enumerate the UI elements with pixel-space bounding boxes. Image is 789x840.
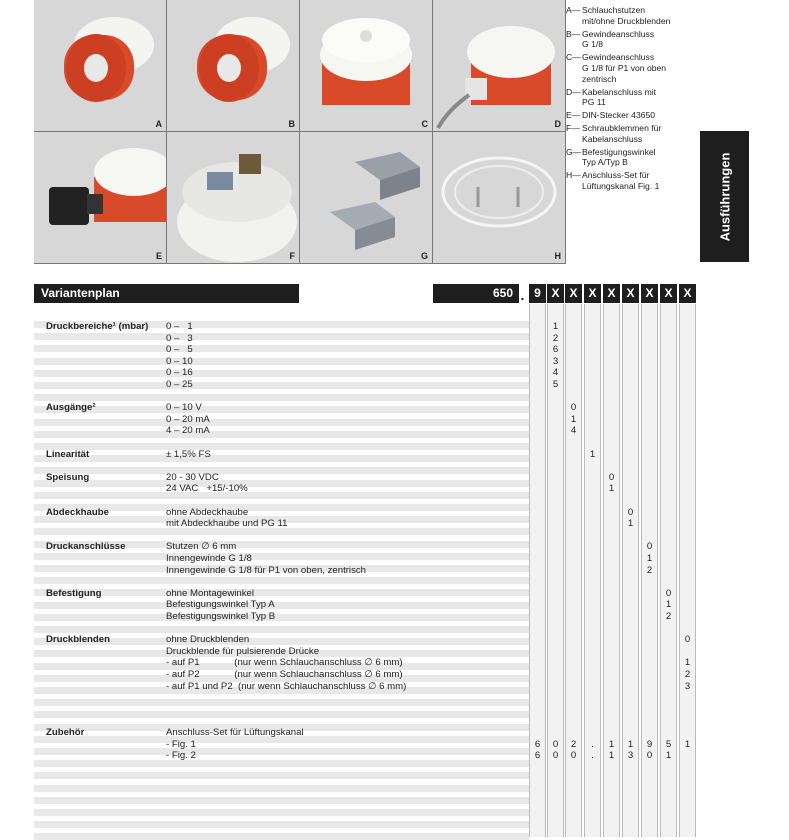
option-text: mit Abdeckhaube und PG 11 xyxy=(166,518,288,530)
row-stripe xyxy=(34,809,529,816)
photo-e-illustration xyxy=(34,132,166,263)
option-text: ± 1,5% FS xyxy=(166,448,211,460)
legend-key: A— xyxy=(566,5,581,15)
accessory-code-digit: 1 xyxy=(684,738,691,750)
option-code: 1 xyxy=(608,483,615,495)
accessory-code-digit: 2 xyxy=(570,738,577,750)
row-stripe xyxy=(34,797,529,804)
option-text: 0 – 5 xyxy=(166,344,193,356)
photo-c-illustration xyxy=(300,0,432,131)
accessory-code-digit: 1 xyxy=(608,738,615,750)
photo-b-letter: B xyxy=(288,119,295,129)
code-position-3: X xyxy=(565,284,582,303)
option-text: 4 – 20 mA xyxy=(166,425,210,437)
variant-plan-title: Variantenplan xyxy=(41,286,120,300)
accessory-code-digit: 5 xyxy=(665,738,672,750)
code-position-9: X xyxy=(679,284,696,303)
legend-text: Kabelanschluss mit PG 11 xyxy=(582,86,657,108)
option-text: 0 – 20 mA xyxy=(166,413,210,425)
type-prefix: 650 xyxy=(492,286,513,300)
photo-f xyxy=(167,132,300,264)
row-stripe xyxy=(34,382,529,389)
row-stripe xyxy=(34,577,529,584)
code-position-1: 9 xyxy=(529,284,546,303)
option-code: 0 xyxy=(665,587,672,599)
legend-text: Anschluss-Set für Lüftungskanal Fig. 1 xyxy=(582,170,660,191)
option-code: 3 xyxy=(552,355,559,367)
section-label: Abdeckhaube xyxy=(46,506,109,518)
legend-key: B— xyxy=(566,28,581,39)
row-stripe xyxy=(34,492,529,499)
option-code: 0 xyxy=(646,541,653,553)
option-code: 0 xyxy=(570,402,577,414)
row-stripe xyxy=(34,467,529,474)
accessory-code-digit: . xyxy=(591,750,594,762)
row-stripe xyxy=(34,760,529,767)
option-text: 0 – 16 xyxy=(166,367,193,379)
option-text: ohne Druckblenden xyxy=(166,634,250,646)
accessory-code-digit: 1 xyxy=(608,750,615,762)
photo-a-letter: A xyxy=(155,119,162,129)
row-stripe xyxy=(34,614,529,621)
legend-text: Gewindeanschluss G 1/8 für P1 von oben zentrisch xyxy=(582,52,667,84)
row-stripe xyxy=(34,480,529,487)
code-position-5: X xyxy=(603,284,620,303)
option-text: 20 - 30 VDC xyxy=(166,471,219,483)
legend-item xyxy=(566,170,698,192)
option-code: 3 xyxy=(684,680,691,692)
accessory-code-digit: . xyxy=(591,738,594,750)
accessory-code-digit: 0 xyxy=(552,738,559,750)
option-text: ohne Abdeckhaube xyxy=(166,506,249,518)
photo-h xyxy=(433,132,566,264)
variant-legend xyxy=(566,5,698,194)
photo-g-illustration xyxy=(300,132,432,263)
row-stripe xyxy=(34,785,529,792)
legend-item xyxy=(566,52,698,84)
option-code: 6 xyxy=(552,344,559,356)
variant-plan-header xyxy=(34,284,299,303)
accessory-code-digit: 1 xyxy=(665,750,672,762)
legend-text: Befestigungswinkel Typ A/Typ B xyxy=(582,146,656,168)
accessory-code-digit: 0 xyxy=(646,750,653,762)
option-code: 5 xyxy=(552,379,559,390)
option-code: 1 xyxy=(552,321,559,332)
code-position-6: X xyxy=(622,284,639,303)
legend-key: G— xyxy=(566,146,582,157)
option-text: 0 – 10 V xyxy=(166,402,202,414)
option-code: 2 xyxy=(665,611,672,622)
option-text: Stutzen ∅ 6 mm xyxy=(166,541,237,553)
section-label: Druckbereiche¹ (mbar) xyxy=(46,321,149,332)
code-separator: . xyxy=(520,287,525,303)
option-code: 1 xyxy=(665,599,672,611)
code-column xyxy=(679,304,696,837)
row-stripe xyxy=(34,626,529,633)
photo-d-illustration xyxy=(433,0,565,131)
option-text: Innengewinde G 1/8 für P1 von oben, zentrisch xyxy=(166,564,366,576)
option-code: 1 xyxy=(627,518,634,530)
photo-g-letter: G xyxy=(420,251,428,261)
row-stripe xyxy=(34,821,529,828)
option-text: 0 – 3 xyxy=(166,332,193,344)
option-code: 4 xyxy=(570,425,577,437)
row-stripe xyxy=(34,699,529,706)
photo-f-letter: F xyxy=(289,251,295,261)
photo-b-illustration xyxy=(167,0,299,131)
photo-b xyxy=(167,0,300,132)
side-tab-label: Ausführungen xyxy=(717,152,732,241)
type-prefix-box xyxy=(433,284,519,303)
legend-item xyxy=(566,147,698,169)
photo-d-letter: D xyxy=(554,119,561,129)
photo-a-illustration xyxy=(34,0,166,131)
section-label: Zubehör xyxy=(46,727,85,738)
accessory-code-digit: 0 xyxy=(570,750,577,762)
legend-item xyxy=(566,110,698,121)
row-stripe xyxy=(34,589,529,596)
photo-h-illustration xyxy=(433,132,565,263)
option-text: Befestigungswinkel Typ B xyxy=(166,611,276,622)
option-text: Befestigungswinkel Typ A xyxy=(166,599,275,611)
legend-key: H— xyxy=(566,170,581,181)
row-stripe xyxy=(34,455,529,462)
photo-g xyxy=(300,132,433,264)
accessory-code-digit: 6 xyxy=(534,738,541,750)
legend-key: C— xyxy=(566,52,581,63)
section-label: Ausgänge² xyxy=(46,402,96,414)
section-label: Linearität xyxy=(46,448,90,460)
code-position-7: X xyxy=(641,284,658,303)
option-text: - Fig. 1 xyxy=(166,738,196,750)
option-text: 0 – 10 xyxy=(166,355,193,367)
option-code: 4 xyxy=(552,367,559,379)
row-stripe xyxy=(34,345,529,352)
row-stripe xyxy=(34,431,529,438)
row-stripe xyxy=(34,333,529,340)
legend-item xyxy=(566,29,698,51)
row-stripe xyxy=(34,772,529,779)
legend-text: Gewindeanschluss G 1/8 xyxy=(582,28,655,50)
photo-d xyxy=(433,0,566,132)
option-text: Anschluss-Set für Lüftungskanal xyxy=(166,727,304,738)
row-stripe xyxy=(34,748,529,755)
code-position-2: X xyxy=(547,284,564,303)
row-stripe xyxy=(34,370,529,377)
section-side-tab xyxy=(700,131,749,262)
accessory-code-digit: 1 xyxy=(627,738,634,750)
section-label: Befestigung xyxy=(46,587,102,599)
legend-text: Schraubklemmen für Kabelanschluss xyxy=(582,122,662,144)
accessory-code-digit: 0 xyxy=(552,750,559,762)
option-text: - auf P1 und P2 (nur wenn Schlauchanschluss ∅ 6 mm) xyxy=(166,680,407,692)
accessory-code-digit: 9 xyxy=(646,738,653,750)
option-code: 1 xyxy=(570,413,577,425)
photo-f-illustration xyxy=(167,132,299,263)
row-stripe xyxy=(34,355,529,367)
photo-c-letter: C xyxy=(421,119,428,129)
section-label: Druckblenden xyxy=(46,634,110,646)
option-text: Druckblende für pulsierende Drücke xyxy=(166,645,320,657)
option-code: 1 xyxy=(684,657,691,669)
legend-key: E— xyxy=(566,110,581,121)
row-stripe xyxy=(34,443,529,450)
option-text: 24 VAC +15/-10% xyxy=(166,483,248,495)
code-position-4: X xyxy=(584,284,601,303)
legend-text: Schlauchstutzen mit/ohne Druckblenden xyxy=(582,5,671,26)
option-text: - auf P2 (nur wenn Schlauchanschluss ∅ 6 mm) xyxy=(166,669,403,680)
row-stripe xyxy=(34,406,529,413)
option-text: 0 – 25 xyxy=(166,379,193,390)
legend-item xyxy=(566,5,698,27)
code-position-8: X xyxy=(660,284,677,303)
photo-e-letter: E xyxy=(155,251,162,261)
option-code: 0 xyxy=(684,634,691,646)
legend-item xyxy=(566,123,698,145)
product-photo-grid xyxy=(34,0,566,264)
option-text: - auf P1 (nur wenn Schlauchanschluss ∅ 6 mm) xyxy=(166,657,403,669)
accessory-code-digit: 6 xyxy=(534,750,541,762)
legend-text: DIN-Stecker 43650 xyxy=(582,110,656,121)
row-stripe xyxy=(34,419,529,426)
option-code: 0 xyxy=(608,471,615,483)
option-text: ohne Montagewinkel xyxy=(166,587,255,599)
option-code: 2 xyxy=(684,669,691,680)
legend-item xyxy=(566,87,698,109)
option-code: 0 xyxy=(627,506,634,518)
option-code: 1 xyxy=(589,448,596,460)
photo-c xyxy=(300,0,433,132)
row-stripe xyxy=(34,553,529,560)
photo-e xyxy=(34,132,167,264)
option-text: - Fig. 2 xyxy=(166,750,196,762)
row-stripe xyxy=(34,602,529,609)
option-text: 0 – 1 xyxy=(166,321,193,332)
row-stripe xyxy=(34,711,529,718)
accessory-code-digit: 3 xyxy=(627,750,634,762)
legend-key: F— xyxy=(566,122,580,133)
photo-h-letter: H xyxy=(554,251,561,261)
row-stripe xyxy=(34,394,529,401)
section-label: Speisung xyxy=(46,471,90,483)
legend-key: D— xyxy=(566,86,581,97)
section-label: Druckanschlüsse xyxy=(46,541,126,553)
option-text: Innengewinde G 1/8 xyxy=(166,553,252,564)
photo-a xyxy=(34,0,167,132)
option-code: 2 xyxy=(646,564,653,576)
option-code: 1 xyxy=(646,553,653,564)
option-code: 2 xyxy=(552,332,559,344)
